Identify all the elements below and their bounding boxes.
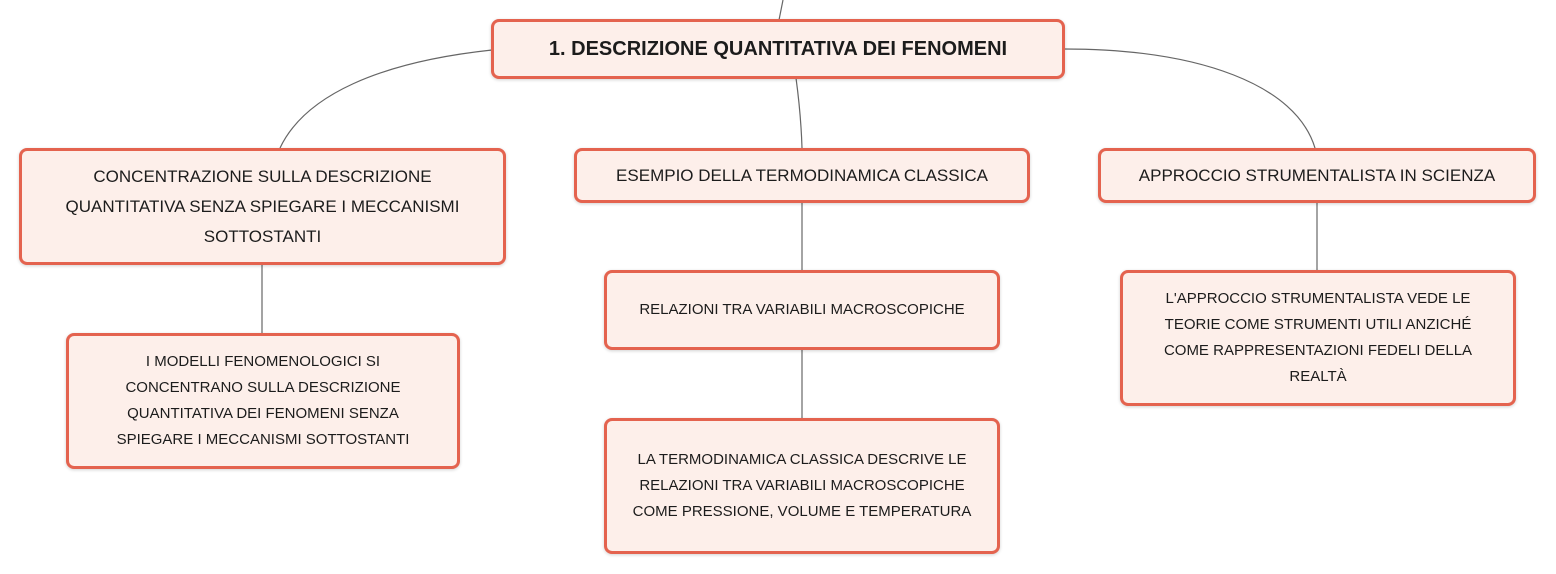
subtopic-label: I MODELLI FENOMENOLOGICI SI CONCENTRANO SULLA DESCRIZIONE QUANTITATIVA DEI FENOMENI SENZA SPIEGARE I MECCANISMI SOTTOSTANTI [116,353,410,448]
branch-topic-concentrazione[interactable] [19,148,506,265]
subtopic-relazioni-variabili[interactable] [604,270,1000,350]
branch-topic-strumentalista[interactable] [1098,148,1536,203]
subtopic-modelli-fenomenologici[interactable] [66,333,460,469]
root-topic-label: 1. DESCRIZIONE QUANTITATIVA DEI FENOMENI [548,37,1008,60]
branch-topic-label: APPROCCIO STRUMENTALISTA IN SCIENZA [1138,165,1496,185]
connector-parent-to-root [779,0,783,20]
branch-topic-label: ESEMPIO DELLA TERMODINAMICA CLASSICA [616,165,988,185]
root-topic[interactable] [491,19,1065,79]
subtopic-label: RELAZIONI TRA VARIABILI MACROSCOPICHE [639,301,965,318]
subtopic-approccio-strumentalista[interactable] [1120,270,1516,406]
connector-root-to-branch-1 [280,50,492,148]
subtopic-label: L'APPROCCIO STRUMENTALISTA VEDE LE TEORIE COME STRUMENTI UTILI ANZICHÉ COME RAPPRESENTAZIONI FEDELI DELLA REALTÀ [1163,290,1473,385]
branch-topic-termodinamica[interactable] [574,148,1030,203]
connector-root-to-branch-2 [796,78,802,148]
subtopic-termodinamica-descrive[interactable] [604,418,1000,554]
branch-topic-label: CONCENTRAZIONE SULLA DESCRIZIONE QUANTITATIVA SENZA SPIEGARE I MECCANISMI SOTTOSTANTI [65,166,460,246]
subtopic-label: LA TERMODINAMICA CLASSICA DESCRIVE LE RELAZIONI TRA VARIABILI MACROSCOPICHE COME PRESSIONE, VOLUME E TEMPERATURA [632,451,972,520]
connector-root-to-branch-3 [1064,49,1315,148]
